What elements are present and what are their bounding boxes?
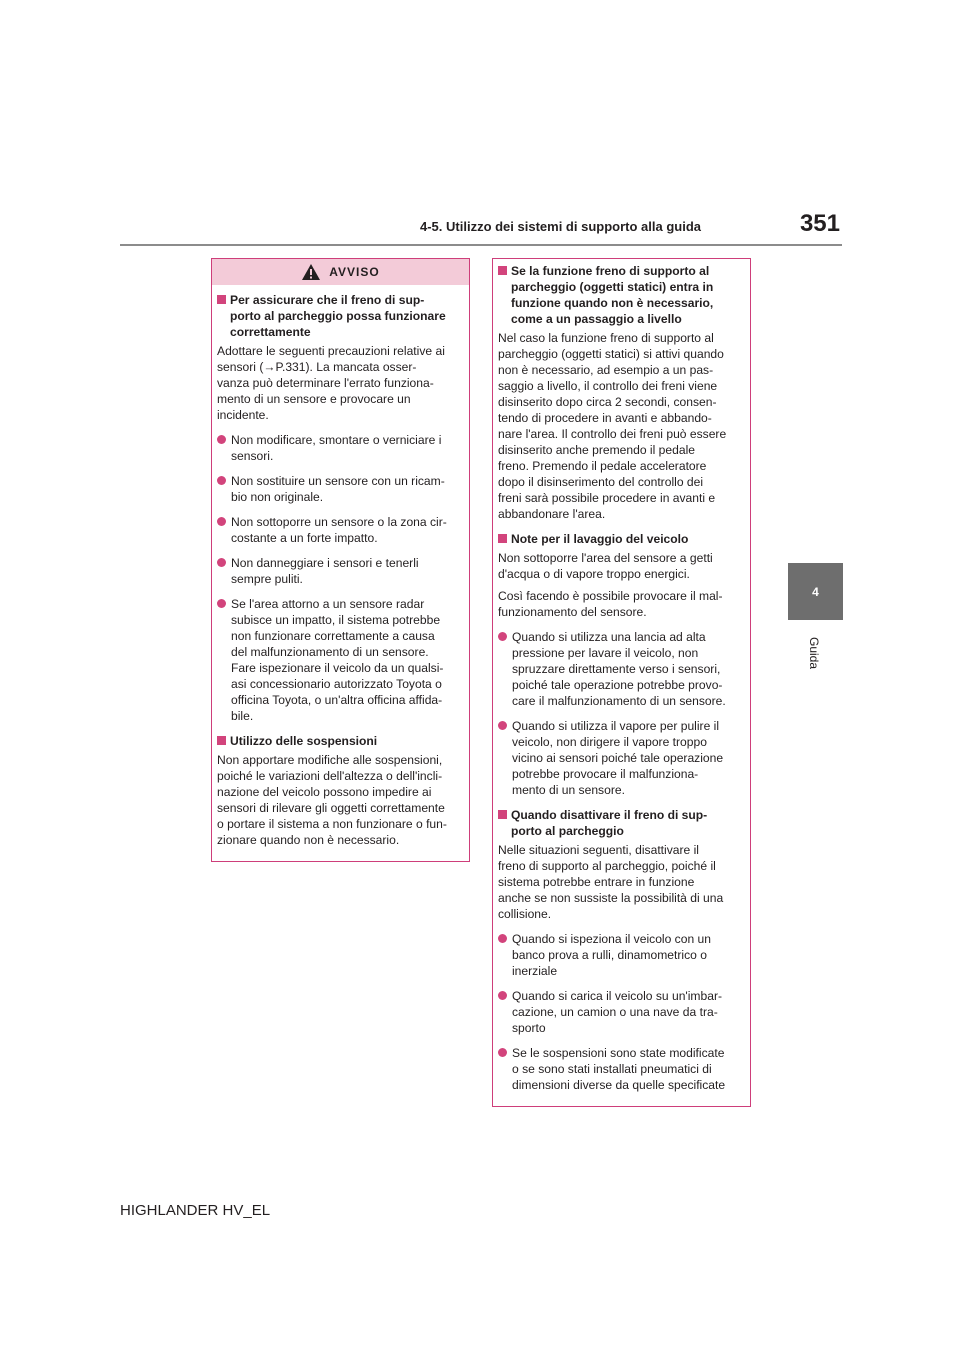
bullet-item <box>217 596 464 724</box>
section-heading <box>498 263 745 327</box>
square-bullet-icon <box>498 810 507 819</box>
info-content <box>493 259 750 1093</box>
section-heading <box>498 807 745 839</box>
circle-bullet-icon <box>498 721 507 730</box>
section-paragraph: Così facendo è possibile provocare il mal- funzionamento del sensore. <box>498 589 723 619</box>
bullet-item <box>498 931 745 979</box>
chapter-tab <box>788 563 843 620</box>
square-bullet-icon <box>498 266 507 275</box>
circle-bullet-icon <box>498 991 507 1000</box>
section-heading-text: Quando disattivare il freno di sup- porto al parcheggio <box>511 808 708 838</box>
section-paragraph: Adottare le seguenti precauzioni relative ai sensori (→P.331). La mancata osser- vanza può determinare l'errato funziona- mento di un sensore e provocare un incidente. <box>217 344 445 422</box>
section-heading-text: Per assicurare che il freno di sup- porto al parcheggio possa funzionare correttamente <box>230 293 446 339</box>
bullet-text: Quando si carica il veicolo su un'imbar- cazione, un camion o una nave da tra- sporto <box>512 989 723 1035</box>
bullet-text: Se l'area attorno a un sensore radar subisce un impatto, il sistema potrebbe non funzionare correttamente a causa del malfunzionamento di un sensore. Fare ispezionare il veicolo da un qualsi- asi concessionario autorizzato Toyota o officina Toyota, o un'altra officina affida- bile. <box>231 597 444 723</box>
circle-bullet-icon <box>498 1048 507 1057</box>
bullet-text: Non sostituire un sensore con un ricam- bio non originale. <box>231 474 445 504</box>
info-box <box>492 258 751 1107</box>
warning-icon <box>301 263 321 281</box>
circle-bullet-icon <box>498 632 507 641</box>
page-number: 351 <box>799 210 840 237</box>
bullet-item <box>217 555 464 587</box>
section-heading <box>498 531 745 547</box>
warning-header <box>212 259 469 285</box>
circle-bullet-icon <box>217 476 226 485</box>
bullet-item <box>498 988 745 1036</box>
section-paragraph: Non sottoporre l'area del sensore a getti d'acqua o di vapore troppo energici. <box>498 551 713 581</box>
bullet-text: Non danneggiare i sensori e tenerli sempre puliti. <box>231 556 419 586</box>
bullet-item <box>217 514 464 546</box>
section-heading <box>217 733 464 749</box>
circle-bullet-icon <box>217 435 226 444</box>
circle-bullet-icon <box>217 558 226 567</box>
bullet-item <box>498 629 745 709</box>
section-paragraph: Non apportare modifiche alle sospensioni, poiché le variazioni dell'altezza o dell'incli- nazione del veicolo possono impedire ai sensori di rilevare gli oggetti correttamente o portare il sistema a non funzionare o fun- zionare quando non è necessario. <box>217 753 447 847</box>
bullet-text: Quando si utilizza una lancia ad alta pressione per lavare il veicolo, non spruzzare direttamente verso i sensori, poiché tale operazione potrebbe provo- care il malfunzionamento di un sensore. <box>512 630 726 708</box>
circle-bullet-icon <box>217 517 226 526</box>
bullet-text: Quando si utilizza il vapore per pulire il veicolo, non dirigere il vapore troppo vicino ai sensori poiché tale operazione potrebbe provocare il malfunziona- mento di un sensore. <box>512 719 724 797</box>
section-heading-text: Note per il lavaggio del veicolo <box>511 532 689 546</box>
bullet-text: Non modificare, smontare o verniciare i sensori. <box>231 433 442 463</box>
section-paragraph: Nelle situazioni seguenti, disattivare il freno di supporto al parcheggio, poiché il sistema potrebbe entrare in funzione anche se non sussiste la possibilità di una collisione. <box>498 843 724 921</box>
circle-bullet-icon <box>498 934 507 943</box>
warning-content <box>212 285 469 848</box>
section-title: 4-5. Utilizzo dei sistemi di supporto alla guida <box>420 219 701 234</box>
section-heading <box>217 292 464 340</box>
chapter-number: 4 <box>812 584 819 599</box>
chapter-label: Guida <box>807 636 821 670</box>
square-bullet-icon <box>217 736 226 745</box>
square-bullet-icon <box>217 295 226 304</box>
section-heading-text: Se la funzione freno di supporto al parcheggio (oggetti statici) entra in funzione quando non è necessario, come a un passaggio a livello <box>511 264 714 326</box>
footer-model: HIGHLANDER HV_EL <box>120 1202 271 1219</box>
bullet-item <box>498 1045 745 1093</box>
bullet-item <box>217 473 464 505</box>
bullet-item <box>217 432 464 464</box>
section-paragraph: Nel caso la funzione freno di supporto al parcheggio (oggetti statici) si attivi quando non è necessario, ad esempio a un pas- saggio a livello, il controllo dei freni viene disinserito dopo circa 2 secondi, consen- tendo di procedere in avanti e abbando- nare l'area. Il controllo dei freni può essere disinserito anche premendo il pedale freno. Premendo il pedale acceleratore dopo il disinserimento del controllo dei freni sarà possibile procedere in avanti e abbandonare l'area. <box>498 331 727 521</box>
bullet-item <box>498 718 745 798</box>
square-bullet-icon <box>498 534 507 543</box>
warning-box <box>211 258 470 862</box>
bullet-text: Quando si ispeziona il veicolo con un banco prova a rulli, dinamometrico o inerziale <box>512 932 711 978</box>
header-divider <box>120 244 842 246</box>
section-heading-text: Utilizzo delle sospensioni <box>230 734 378 748</box>
bullet-text: Non sottoporre un sensore o la zona cir- costante a un forte impatto. <box>231 515 447 545</box>
bullet-text: Se le sospensioni sono state modificate o se sono stati installati pneumatici di dimensioni diverse da quelle specificate <box>512 1046 726 1092</box>
circle-bullet-icon <box>217 599 226 608</box>
warning-title: AVVISO <box>329 265 380 279</box>
